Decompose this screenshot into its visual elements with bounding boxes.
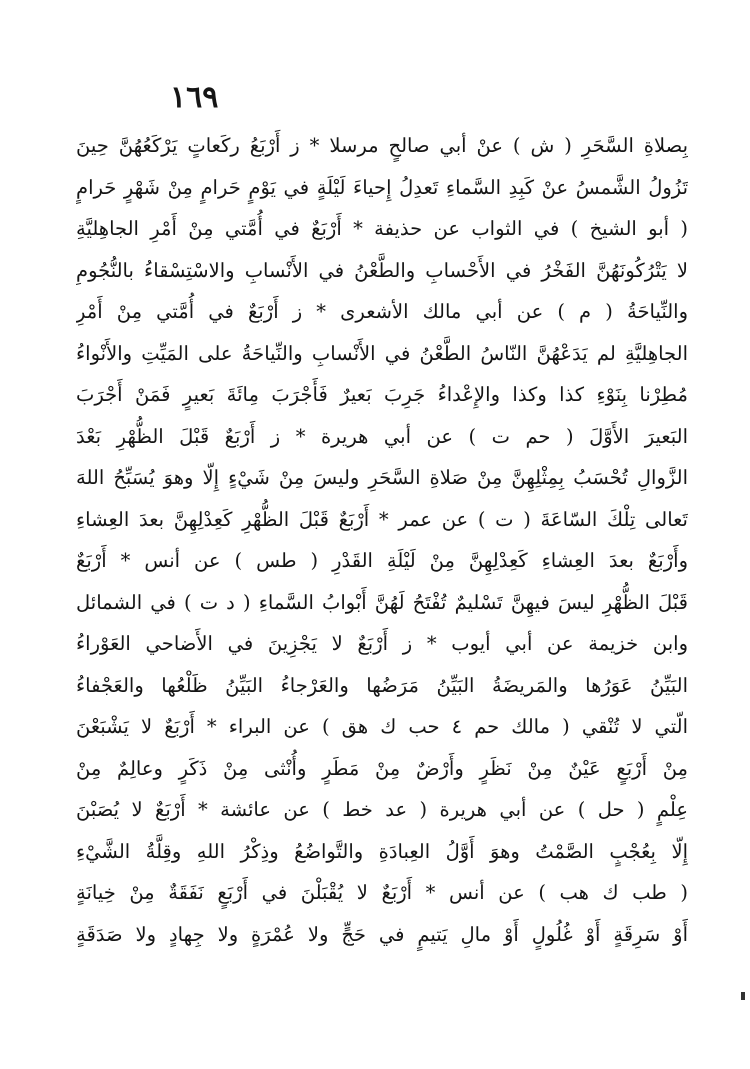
text-line: لا يَتْرُكُونَهُنَّ الفَخْرُ في الأَحْسابِ والطَّعْنُ في الأَنْسابِ والاسْتِسْقاءُ بالنُّجُومِ: [76, 258, 688, 282]
text-line: وأَرْبَعٌ بعدَ العِشاءِ كَعِدْلِهِنَّ مِنْ لَيْلَةِ القَدْرِ ( طس ) عن أنس * أَرْبَعٌ: [76, 549, 688, 572]
text-line: إِلّا بِعُجْبٍ الصَّمْتُ وهوَ أَوَّلُ العِبادَةِ والتَّواضُعُ وذِكْرُ اللهِ وقِلَّةُ الشَّيْءِ: [76, 839, 688, 863]
text-line: ( أبو الشيخ ) في الثواب عن حذيفة * أَرْبَعٌ في أُمَّتي مِنْ أَمْرِ الجاهِليَّةِ: [76, 217, 688, 240]
text-line: تَعالى تِلْكَ السّاعَةَ ( ت ) عن عمر * أَرْبَعٌ قَبْلَ الظُّهْرِ كَعِدْلِهِنَّ بعدَ العِشاءِ: [76, 507, 688, 531]
text-line: تَزُولُ الشَّمسُ عنْ كَبِدِ السَّماءِ تَعدِلُ إِحياءَ لَيْلَةٍ في يَوْمٍ حَرامٍ مِنْ شَهْرٍ حَرامٍ: [76, 175, 688, 199]
text-line: مِنْ أَرْبَعٍ عَيْنٌ مِنْ نَظَرٍ وأَرْضٌ مِنْ مَطَرٍ وأُنْثى مِنْ ذَكَرٍ وعالِمٌ مِنْ: [76, 756, 688, 780]
text-block: [76, 125, 688, 955]
text-line: البَعيرَ الأَوَّلَ ( حم ت ) عن أبي هريرة * ز أَرْبَعٌ قَبْلَ الظُّهْرِ بَعْدَ: [76, 424, 688, 448]
page-number: ١٦٩: [170, 80, 219, 115]
text-line: الجاهِليَّةِ لم يَدَعْهُنَّ النّاسُ الطَّعْنُ في الأَنْسابِ والنِّياحَةُ على المَيِّتِ والأَنْواءُ: [76, 341, 688, 365]
text-line: ( طب ك هب ) عن أنس * أَرْبَعٌ لا يُقْبَلْنَ في أَرْبَعٍ نَفَقَةٌ مِنْ خِيانَةٍ: [76, 881, 688, 904]
text-line: الزَّوالِ تُحْسَبُ بِمِثْلِهِنَّ مِنْ صَلاةِ السَّحَرِ وليسَ مِنْ شَيْءٍ إِلّا وهوَ يُسَبِّحُ اللهَ: [76, 466, 688, 489]
text-line: بِصلاةِ السَّحَرِ ( ش ) عنْ أبي صالحٍ مرسلا * ز أَرْبَعُ ركَعاتٍ يَرْكَعُهُنَّ حِينَ: [76, 134, 688, 157]
text-line: الّتي لا تُنْقي ( مالك حم ٤ حب ك هق ) عن البراء * أَرْبَعٌ لا يَشْبَعْنَ: [76, 715, 688, 738]
scan-edge-mark: [741, 992, 745, 1000]
text-line: عِلْمٍ ( حل ) عن أبي هريرة ( عد خط ) عن عائشة * أَرْبَعٌ لا يُصَبْنَ: [76, 798, 688, 821]
text-line: البَيِّنُ عَوَرُها والمَريضَةُ البَيِّنُ مَرَضُها والعَرْجاءُ البَيِّنُ ظَلْعُها والعَجْفاءُ: [76, 673, 688, 697]
text-line: وابن خزيمة عن أبي أيوب * ز أَرْبَعٌ لا يَجْزِينَ في الأَضاحي العَوْراءُ: [76, 632, 688, 655]
text-line: قَبْلَ الظُّهْرِ ليسَ فيهِنَّ تَسْليمٌ تُفْتَحُ لَهُنَّ أَبْوابُ السَّماءِ ( د ت ) في الشمائل: [76, 590, 688, 614]
text-line: مُطِرْنا بِنَوْءِ كذا وكذا والإِعْداءُ جَرِبَ بَعيرٌ فَأَجْرَبَ مِائَةَ بَعيرٍ فَمَنْ أَجْرَبَ: [76, 383, 688, 406]
text-line: والنِّياحَةُ ( م ) عن أبي مالك الأشعرى * ز أَرْبَعٌ في أُمَّتي مِنْ أَمْرِ: [76, 300, 688, 323]
text-line: أَوْ سَرِقَةٍ أَوْ غُلُولٍ أَوْ مالِ يَتيمٍ في حَجٍّ ولا عُمْرَةٍ ولا جِهادٍ ولا صَدَقَةٍ: [76, 922, 688, 946]
